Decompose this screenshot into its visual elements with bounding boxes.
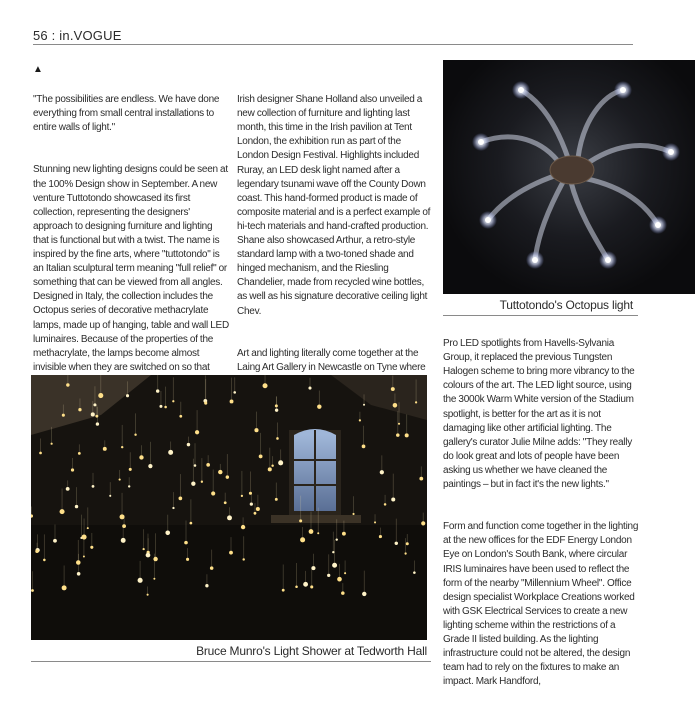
header-divider — [33, 44, 633, 45]
light-drop — [421, 521, 425, 525]
light-drop — [218, 470, 222, 474]
light-drop — [43, 559, 46, 562]
light-drop — [179, 497, 183, 501]
light-drop — [395, 542, 398, 545]
light-drop — [159, 405, 162, 408]
light-drop — [211, 491, 215, 495]
light-drop — [352, 513, 354, 515]
light-drop — [62, 585, 67, 590]
light-drop — [268, 467, 272, 471]
light-drop — [276, 437, 279, 440]
light-drop — [391, 497, 395, 501]
light-drop — [374, 521, 376, 523]
light-drop — [406, 542, 409, 545]
light-drop — [336, 538, 338, 540]
light-drop — [126, 394, 129, 397]
light-drop — [109, 495, 111, 497]
article-column-3 — [443, 323, 643, 717]
light-drop — [384, 503, 387, 506]
light-drop — [310, 585, 313, 588]
light-drop — [254, 428, 258, 432]
light-drop — [206, 463, 210, 467]
light-drop — [77, 572, 81, 576]
light-drop — [337, 577, 342, 582]
light-drop — [227, 515, 232, 520]
light-drop — [308, 387, 311, 390]
light-drop — [311, 566, 315, 570]
octopus-lamp-illustration — [443, 60, 695, 294]
light-drop — [187, 443, 190, 446]
light-drop — [35, 549, 39, 553]
light-drop — [153, 557, 157, 561]
light-drop — [404, 552, 406, 554]
light-drop — [121, 446, 123, 448]
light-drop — [98, 393, 103, 398]
light-drop — [250, 502, 253, 505]
light-drop — [282, 589, 285, 592]
light-drop — [78, 452, 81, 455]
body-paragraph: Pro LED spotlights from Havells-Sylvania Group, it replaced the previous Tungsten Halogen scheme to bring more vibrancy to the colours of the art. The LED light source, using the 3000k Warm White version of the Stadium spotlight, is better for the art as it is not damaging like other artificial lighting. The gallery's curator Julie Milne adds: "They really do look great and lots of people have been asking us whether we have cleaned the paintings – but in fact it's the new lights." — [443, 338, 635, 491]
light-drop — [359, 419, 361, 421]
light-drop — [78, 408, 81, 411]
light-shower-photo — [31, 375, 427, 640]
light-drop — [93, 403, 96, 406]
light-drop — [415, 401, 417, 403]
light-drop — [184, 541, 188, 545]
light-drop — [224, 501, 227, 504]
light-drop — [396, 433, 400, 437]
body-paragraph: Stunning new lighting designs could be seen at the 100% Design show in September. A new venture Tuttotondo showcased its first collection, representing the designers' approach to designing furniture and lighting that is functional but with a twist. The name is inspired by the fine arts, where "tuttotondo" is an Italian sculptural term meaning "full relief" or something that can be viewed from all angles. Designed in Italy, the collection includes the Octopus series of decorative methacrylate lamps, made up of hanging, table and wall LED luminaires. Because of the properties of the methacrylate, the lamps become almost invisible when they are switched on so that — [33, 164, 229, 373]
light-shower-illustration — [31, 375, 427, 640]
light-drop — [76, 560, 81, 565]
article-column-1 — [33, 79, 229, 417]
light-drop — [327, 574, 330, 577]
light-drop — [195, 430, 199, 434]
light-drop — [254, 512, 257, 515]
light-drop — [134, 433, 136, 435]
light-drop — [362, 592, 366, 596]
light-drop — [344, 572, 346, 574]
light-drop — [295, 586, 298, 589]
body-paragraph: Irish designer Shane Holland also unveiled a new collection of furniture and lighting last month, this time in the Irish pavilion at Tent London, the exhibition run as part of the London Design Festival. Highlights included Ruray, an LED desk light named after a legendary tsunami wave off the County Down coast. This hand-formed product is made of composite material and is a perfect example of hi-tech materials and hand-crafted production. Shane also showcased Arthur, a retro-style standard lamp with a two-toned shade and hinged mechanism, and the Riesling Chandelier, made from recycled wine bottles, as well as his signature decorative ceiling light Chev. — [237, 94, 431, 317]
light-drop — [226, 475, 229, 478]
light-drop — [309, 529, 314, 534]
light-drop — [190, 522, 193, 525]
light-drop — [263, 383, 268, 388]
light-drop — [191, 481, 195, 485]
light-drop — [128, 485, 130, 487]
light-drop — [148, 464, 152, 468]
light-drop — [143, 548, 145, 550]
light-drop — [172, 400, 174, 402]
light-drop — [66, 487, 70, 491]
octopus-light-photo — [443, 60, 695, 294]
body-paragraph: Art and lighting literally come together at the Laing Art Gallery in Newcastle on Tyne where — [237, 347, 426, 373]
light-drop — [146, 553, 151, 558]
light-drop — [92, 485, 95, 488]
light-drop — [342, 532, 346, 536]
light-drop — [398, 423, 400, 425]
light-drop — [83, 555, 85, 557]
light-drop — [299, 519, 302, 522]
light-drop — [90, 546, 93, 549]
light-drop — [391, 387, 395, 391]
light-drop — [249, 492, 252, 495]
light-drop — [91, 412, 95, 416]
light-drop — [242, 558, 244, 560]
light-drop — [103, 447, 107, 451]
light-drop — [51, 443, 53, 445]
light-drop — [201, 481, 203, 483]
caption-divider — [31, 661, 431, 662]
light-drop — [168, 450, 173, 455]
light-drop — [156, 389, 159, 392]
light-drop — [95, 415, 98, 418]
light-drop — [362, 445, 366, 449]
light-drop — [164, 406, 167, 409]
light-drop — [271, 464, 273, 466]
light-drop — [405, 433, 409, 437]
light-drop — [341, 591, 345, 595]
caption-divider — [443, 315, 638, 316]
light-drop — [241, 525, 245, 529]
light-drop — [205, 584, 208, 587]
light-drop — [129, 468, 132, 471]
light-drop — [186, 558, 189, 561]
light-drop — [120, 514, 125, 519]
light-drop — [379, 535, 382, 538]
light-drop — [413, 571, 416, 574]
light-drop — [393, 403, 398, 408]
light-drop — [332, 551, 334, 553]
light-drop — [147, 594, 149, 596]
light-drop — [153, 578, 155, 580]
up-triangle-marker: ▲ — [33, 64, 43, 75]
light-drop — [71, 468, 74, 471]
light-drop — [62, 414, 65, 417]
light-drop — [122, 524, 126, 528]
pull-quote: "The possibilities are endless. We have done everything from small central installations to entire walls of light." — [33, 94, 220, 134]
light-drop — [363, 404, 365, 406]
light-drop — [278, 460, 283, 465]
page-header: 56 : in.VOGUE — [33, 28, 122, 43]
light-drop — [259, 454, 263, 458]
light-drop — [39, 452, 42, 455]
light-drop — [66, 383, 69, 386]
light-drop — [179, 415, 182, 418]
light-drop — [275, 408, 278, 411]
light-drop — [119, 478, 121, 480]
light-drop — [317, 404, 321, 408]
light-drop — [165, 530, 170, 535]
light-drop — [204, 402, 207, 405]
light-shower-caption: Bruce Munro's Light Shower at Tedworth Hall — [196, 644, 427, 658]
light-drop — [31, 589, 34, 592]
light-drop — [230, 400, 234, 404]
light-drop — [139, 455, 143, 459]
light-drop — [256, 507, 260, 511]
light-drop — [303, 582, 308, 587]
light-drop — [241, 495, 243, 497]
light-drop — [233, 391, 236, 394]
light-drop — [210, 566, 214, 570]
light-drop — [300, 537, 305, 542]
light-drop — [172, 507, 174, 509]
light-drop — [60, 509, 65, 514]
light-drop — [87, 527, 89, 529]
light-drop — [96, 422, 99, 425]
light-drop — [75, 505, 78, 508]
octopus-caption: Tuttotondo's Octopus light — [499, 298, 633, 312]
body-paragraph: Form and function come together in the lighting at the new offices for the EDF Energy London Eye on London's South Bank, where circular IRIS luminaires have been used to reflect the form of the nearby "Millennium Wheel". Office design specialist Workplace Creations worked with GSK Electrical Services to create a new lighting scheme within the restrictions of a Grade II listed building. As the lighting infrastructure could not be altered, the design team had to rely on the fixtures to make an impact. Mark Handford, — [443, 521, 639, 688]
light-drop — [121, 538, 126, 543]
light-drop — [194, 464, 197, 467]
light-drop — [275, 498, 278, 501]
light-drop — [317, 532, 319, 534]
light-drop — [419, 477, 423, 481]
light-drop — [138, 578, 143, 583]
light-drop — [332, 563, 337, 568]
light-drop — [380, 470, 384, 474]
light-drop — [229, 551, 233, 555]
light-drop — [53, 539, 57, 543]
